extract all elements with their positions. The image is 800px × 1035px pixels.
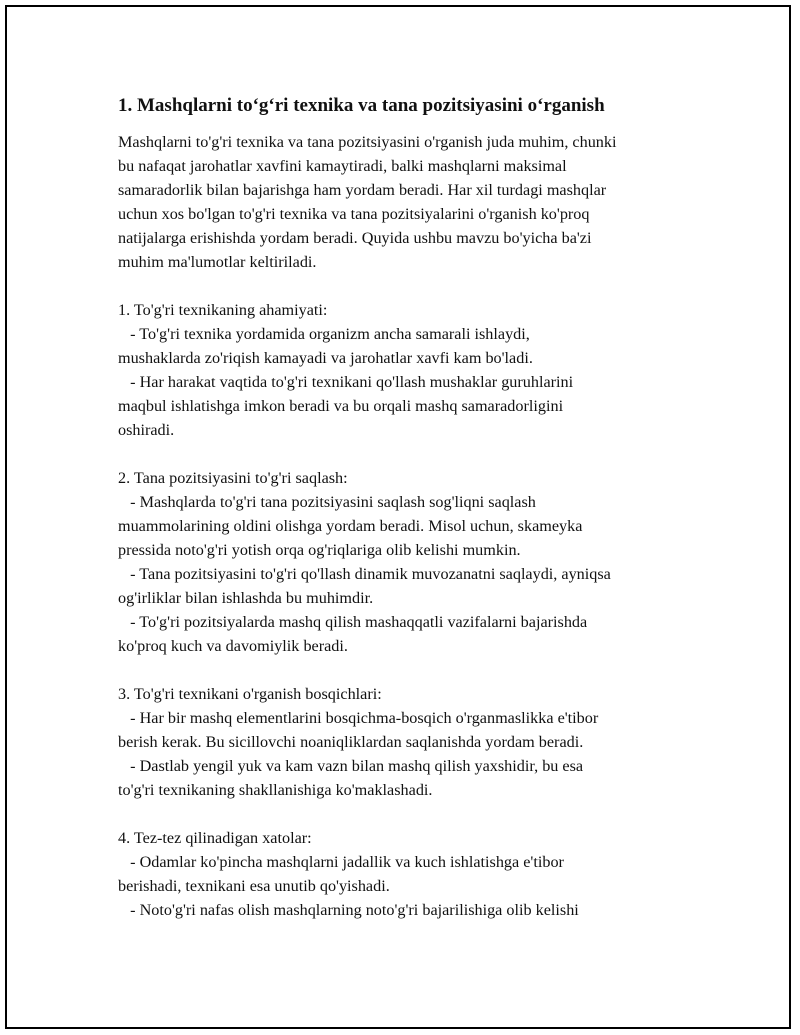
text-line: - To'g'ri texnika yordamida organizm ancha samarali ishlaydi, [118,325,530,343]
text-line: maqbul ishlatishga imkon beradi va bu orqali mashq samaradorligini [118,397,564,415]
text-line: bu nafaqat jarohatlar xavfini kamaytiradi, balki mashqlarni maksimal [118,157,567,175]
subsection-title: 4. Tez-tez qilinadigan xatolar: [118,829,312,847]
text-line: Mashqlarni to'g'ri texnika va tana pozitsiyasini o'rganish juda muhim, chunki [118,133,617,151]
section-heading: 1. Mashqlarni to‘g‘ri texnika va tana pozitsiyasini o‘rganish [118,95,605,116]
text-line: natijalarga erishishda yordam beradi. Quyida ushbu mavzu bo'yicha ba'zi [118,229,592,247]
text-line: oshiradi. [118,421,175,439]
text-line: - Dastlab yengil yuk va kam vazn bilan mashq qilish yaxshidir, bu esa [118,757,584,775]
section-2 [118,466,718,658]
document-body [118,92,718,922]
text-line: - Har harakat vaqtida to'g'ri texnikani qo'llash mushaklar guruhlarini [118,373,574,391]
text-line: samaradorlik bilan bajarishga ham yordam beradi. Har xil turdagi mashqlar [118,181,607,199]
text-line: berish kerak. Bu sicillovchi noaniqliklardan saqlanishda yordam beradi. [118,733,584,751]
text-line: pressida noto'g'ri yotish orqa og'riqlariga olib kelishi mumkin. [118,541,521,559]
section-1 [118,298,718,442]
text-line: to'g'ri texnikaning shakllanishiga ko'maklashadi. [118,781,433,799]
intro-paragraph [118,130,718,274]
paragraph-gap [118,274,718,298]
text-line: - Har bir mashq elementlarini bosqichma-bosqich o'rganmaslikka e'tibor [118,709,599,727]
text-line: mushaklarda zo'riqish kamayadi va jarohatlar xavfi kam bo'ladi. [118,349,533,367]
text-line: - Noto'g'ri nafas olish mashqlarning noto'g'ri bajarilishiga olib kelishi [118,901,579,919]
paragraph-gap [118,442,718,466]
paragraph-gap [118,658,718,682]
text-line: ko'proq kuch va davomiylik beradi. [118,637,348,655]
text-line: uchun xos bo'lgan to'g'ri texnika va tana pozitsiyalarini o'rganish ko'proq [118,205,590,223]
subsection-title: 1. To'g'ri texnikaning ahamiyati: [118,301,328,319]
text-line: - To'g'ri pozitsiyalarda mashq qilish mashaqqatli vazifalarni bajarishda [118,613,588,631]
section-3 [118,682,718,802]
text-line: og'irliklar bilan ishlashda bu muhimdir. [118,589,374,607]
subsection-title: 2. Tana pozitsiyasini to'g'ri saqlash: [118,469,348,487]
text-line: - Mashqlarda to'g'ri tana pozitsiyasini saqlash sog'liqni saqlash [118,493,536,511]
text-line: muhim ma'lumotlar keltiriladi. [118,253,317,271]
subsection-title: 3. To'g'ri texnikani o'rganish bosqichlari: [118,685,382,703]
text-line: muammolarining oldini olishga yordam beradi. Misol uchun, skameyka [118,517,583,535]
paragraph-gap [118,802,718,826]
text-line: - Odamlar ko'pincha mashqlarni jadallik va kuch ishlatishga e'tibor [118,853,564,871]
text-line: berishadi, texnikani esa unutib qo'yishadi. [118,877,390,895]
section-4 [118,826,718,922]
text-line: - Tana pozitsiyasini to'g'ri qo'llash dinamik muvozanatni saqlaydi, ayniqsa [118,565,611,583]
